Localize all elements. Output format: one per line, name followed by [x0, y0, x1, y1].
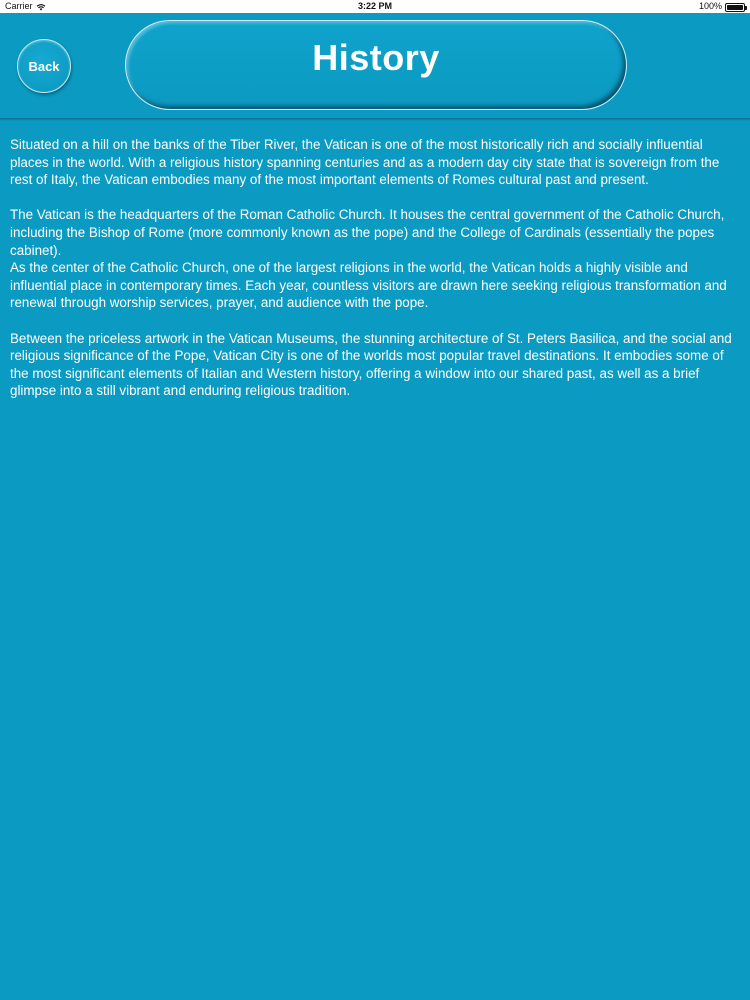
battery-icon	[725, 3, 745, 12]
history-content	[10, 136, 740, 400]
history-paragraph-4: Between the priceless artwork in the Vatican Museums, the stunning architecture of St. Peters Basilica, and the social and religious significance of the Pope, Vatican City is one of the worlds most popular travel destinations. It embodies some of the most significant elements of Italian and Western history, offering a window into our shared past, as well as a brief glimpse into a still vibrant and enduring religious tradition.	[10, 330, 732, 399]
status-bar	[0, 0, 750, 13]
header-divider	[0, 118, 750, 121]
header	[0, 13, 750, 123]
history-paragraph-2: The Vatican is the headquarters of the Roman Catholic Church. It houses the central government of the Catholic Church, including the Bishop of Rome (more commonly known as the pope) and the College of Cardinals (essentially the popes cabinet).	[10, 207, 725, 258]
history-paragraph-1: Situated on a hill on the banks of the Tiber River, the Vatican is one of the most historically rich and socially influential places in the world. With a religious history spanning centuries and as a modern day city state that is sovereign from the rest of Italy, the Vatican embodies many of the most important elements of Romes cultural past and present.	[10, 137, 720, 188]
back-button[interactable]: Back	[17, 39, 71, 93]
title-pill	[125, 20, 627, 110]
battery-percent: 100%	[698, 1, 722, 11]
status-time: 3:22 PM	[357, 1, 392, 11]
carrier-label: Carrier	[5, 1, 33, 11]
history-paragraph-3: As the center of the Catholic Church, one of the largest religions in the world, the Vatican holds a highly visible and influential place in contemporary times. Each year, countless visitors are drawn here seeking religious transformation and renewal through worship services, prayer, and audience with the pope.	[10, 260, 727, 311]
page-title: History	[312, 37, 440, 78]
status-right	[699, 0, 745, 13]
